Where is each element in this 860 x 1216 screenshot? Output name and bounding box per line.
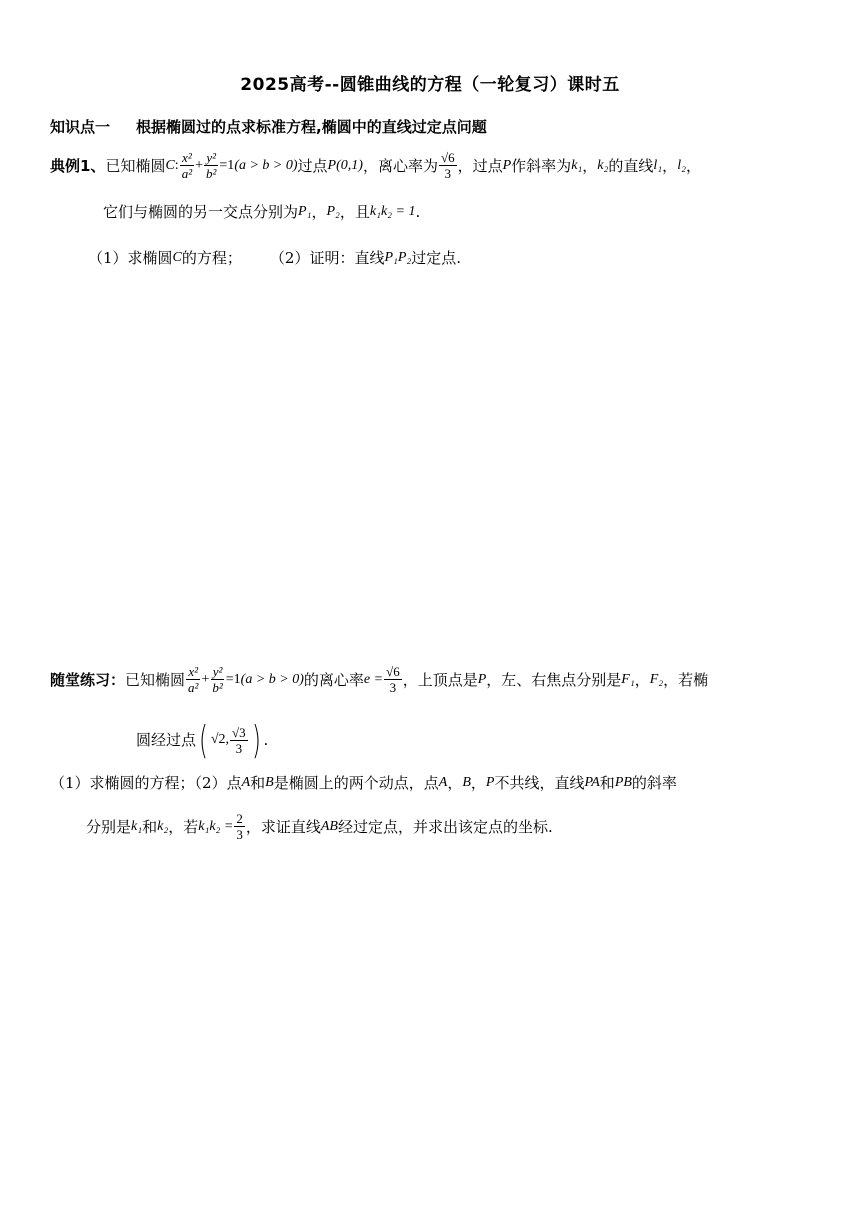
symbol-k1: k₁ bbox=[571, 157, 583, 173]
line-pb: PB bbox=[614, 775, 632, 790]
conjunction: 和 bbox=[599, 774, 615, 792]
example1-label: 典例1、 bbox=[50, 156, 106, 175]
symbol-c: C bbox=[172, 250, 182, 265]
practice-text: ，若 bbox=[168, 817, 199, 836]
practice-text: 的离心率 bbox=[303, 670, 364, 689]
symbol-k2: k₂ bbox=[157, 818, 169, 834]
example1-text: ，过点 bbox=[457, 156, 503, 175]
symbol-k1: k₁ bbox=[131, 818, 143, 834]
symbol-p2: P₂ bbox=[326, 204, 340, 219]
page-title: 2025高考--圆锥曲线的方程（一轮复习）课时五 bbox=[240, 75, 620, 95]
product-k1k2: k₁k₂ = bbox=[198, 818, 234, 834]
symbol-f1: F₁ bbox=[621, 671, 635, 687]
practice-line4 bbox=[86, 811, 553, 842]
practice-line2 bbox=[136, 718, 269, 762]
question-1-end: 的方程； bbox=[181, 249, 242, 267]
practice-text: 是椭圆上的两个动点，点 bbox=[273, 774, 439, 792]
practice-text: 已知椭圆 bbox=[125, 670, 186, 689]
practice-text: ，求证直线 bbox=[245, 817, 321, 836]
period: . bbox=[415, 203, 421, 221]
knowledge-label: 知识点一 bbox=[50, 118, 111, 136]
separator: ， bbox=[470, 774, 486, 792]
eccentricity-fraction: $\frac{√6}{3}$ bbox=[440, 150, 455, 181]
line-pa: PA bbox=[584, 775, 600, 790]
example1-text: ，离心率为 bbox=[362, 156, 438, 175]
example1-line2 bbox=[103, 201, 420, 223]
practice-text: 的斜率 bbox=[631, 774, 677, 792]
symbol-k2: k₂ bbox=[597, 157, 609, 173]
practice-text: ，若椭 bbox=[663, 670, 709, 689]
practice-text: 分别是 bbox=[86, 817, 132, 836]
example1-text: 它们与椭圆的另一交点分别为 bbox=[103, 203, 299, 221]
question-2: （2）证明：直线 bbox=[269, 249, 385, 267]
colon: : bbox=[174, 157, 179, 173]
symbol-b: B bbox=[462, 775, 471, 790]
example1-text: 作斜率为 bbox=[511, 156, 572, 175]
symbol-p: P bbox=[502, 157, 512, 173]
question-2-end: 过定点. bbox=[411, 249, 462, 267]
equation-rhs: =1 bbox=[219, 157, 235, 173]
line-ab: AB bbox=[320, 818, 338, 834]
practice-line1 bbox=[50, 664, 708, 695]
example1-questions bbox=[88, 247, 461, 269]
point-p: P(0,1) bbox=[327, 157, 363, 173]
question-1: （1）求椭圆 bbox=[88, 249, 173, 267]
conjunction: 和 bbox=[250, 774, 266, 792]
practice-text: 圆经过点 bbox=[136, 731, 197, 749]
plus-sign: + bbox=[201, 671, 210, 687]
condition: (a > b > 0) bbox=[240, 671, 304, 687]
eccentricity-fraction: $\frac{√6}{3}$ bbox=[386, 664, 400, 695]
separator: ， bbox=[447, 774, 463, 792]
symbol-p: P bbox=[477, 671, 487, 687]
practice-text: ，左、右焦点分别是 bbox=[486, 670, 622, 689]
example1-text: 已知椭圆 bbox=[105, 156, 166, 175]
practice-line3 bbox=[50, 772, 677, 794]
knowledge-heading bbox=[50, 116, 487, 138]
separator: ， bbox=[634, 670, 650, 689]
symbol-a: A bbox=[241, 775, 251, 790]
fraction-x2-a2: $\frac{\text{x²}}{\text{a²}}$ bbox=[181, 150, 193, 181]
left-paren: ( bbox=[198, 718, 208, 762]
period: . bbox=[263, 731, 269, 749]
point-y-fraction: $\frac{√3}{3}$ bbox=[232, 724, 246, 756]
separator: ， bbox=[662, 156, 678, 175]
point-x: √2, bbox=[210, 732, 230, 747]
symbol-p: P bbox=[485, 775, 495, 790]
condition: (a > b > 0) bbox=[234, 157, 298, 173]
practice-text: ，上顶点是 bbox=[402, 670, 478, 689]
symbol-a: A bbox=[438, 775, 448, 790]
example1-text: ，且 bbox=[339, 203, 370, 221]
fraction-y2-b2: $\frac{\text{y²}}{\text{b²}}$ bbox=[206, 150, 217, 181]
symbol-l2: l₂ bbox=[677, 157, 686, 173]
example1-text: 过点 bbox=[297, 156, 328, 175]
example1-line1 bbox=[50, 150, 701, 181]
separator: ， bbox=[685, 156, 701, 175]
fraction-x2-a2: $\frac{\text{x²}}{\text{a²}}$ bbox=[188, 664, 199, 695]
symbol-b: B bbox=[265, 775, 274, 790]
symbol-l1: l₁ bbox=[653, 157, 663, 173]
practice-text: 不共线，直线 bbox=[494, 774, 585, 792]
practice-question: （1）求椭圆的方程；（2）点 bbox=[50, 774, 242, 792]
practice-label: 随堂练习： bbox=[50, 670, 126, 689]
example1-text: 的直线 bbox=[608, 156, 654, 175]
plus-sign: + bbox=[195, 157, 203, 173]
eccentricity-lhs: e = bbox=[363, 671, 384, 687]
conjunction: 和 bbox=[142, 817, 158, 836]
right-paren: ) bbox=[251, 718, 261, 762]
ellipse-name: C bbox=[165, 157, 175, 173]
line-p1p2: P₁P₂ bbox=[384, 250, 412, 265]
separator: ， bbox=[582, 156, 598, 175]
symbol-f2: F₂ bbox=[649, 671, 664, 687]
ratio-fraction: $\frac{2}{3}$ bbox=[236, 811, 243, 842]
knowledge-text: 根据椭圆过的点求标准方程,椭圆中的直线过定点问题 bbox=[136, 118, 487, 136]
fraction-y2-b2: $\frac{\text{y²}}{\text{b²}}$ bbox=[212, 664, 223, 695]
condition-k1k2: k₁k₂ = 1 bbox=[369, 204, 416, 219]
separator: ， bbox=[311, 203, 327, 221]
symbol-p1: P₁ bbox=[298, 204, 312, 219]
practice-text: 经过定点，并求出该定点的坐标. bbox=[337, 817, 553, 836]
equation-rhs: =1 bbox=[225, 671, 241, 687]
